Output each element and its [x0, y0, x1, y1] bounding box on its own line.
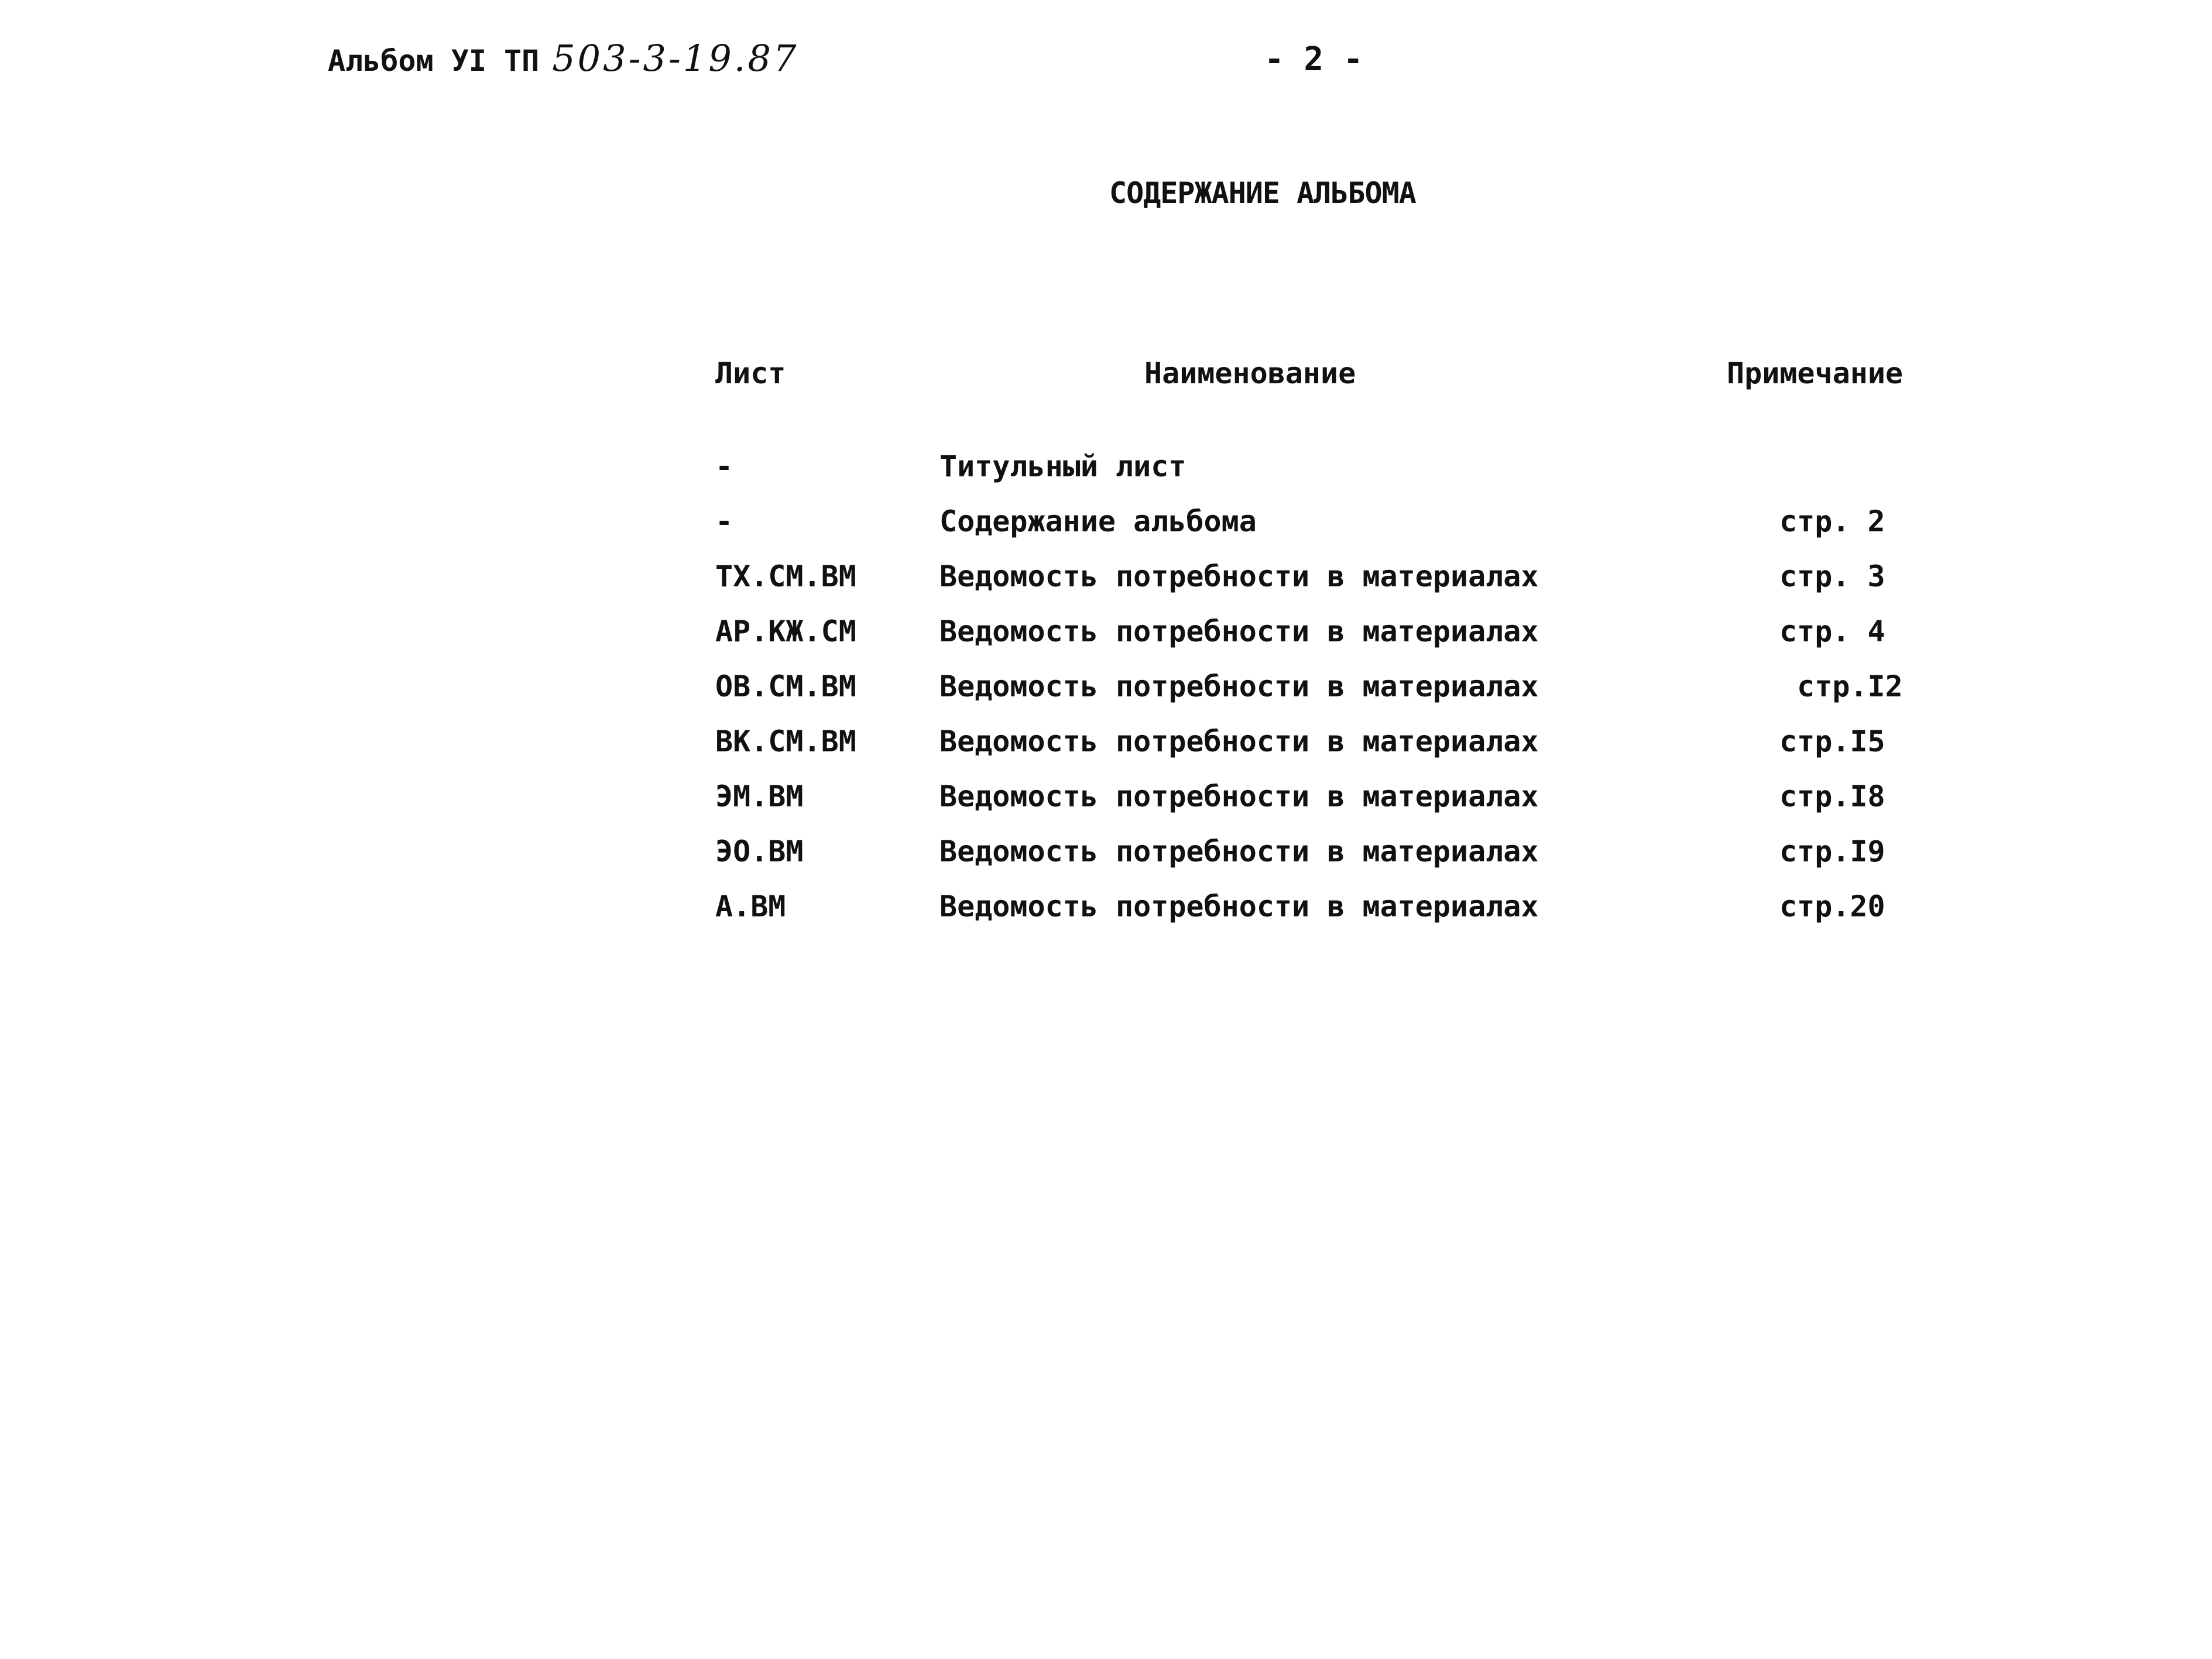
row-sheet: ОВ.СМ.ВМ [715, 669, 856, 703]
row-sheet: ТХ.СМ.ВМ [715, 559, 856, 593]
page-title: СОДЕРЖАНИЕ АЛЬБОМА [1109, 176, 1416, 210]
album-header [328, 35, 798, 84]
column-header-note: Примечание [1727, 356, 1904, 390]
row-note: стр.I9 [1779, 834, 1885, 868]
row-note: стр. 2 [1779, 504, 1885, 538]
column-header-sheet: Лист [715, 356, 786, 390]
row-name: Ведомость потребности в материалах [939, 834, 1539, 868]
row-name: Ведомость потребности в материалах [939, 669, 1539, 703]
table-row [0, 446, 2212, 501]
row-name: Ведомость потребности в материалах [939, 889, 1539, 923]
row-note: стр.I8 [1779, 779, 1885, 813]
table-row [0, 721, 2212, 776]
table-row [0, 556, 2212, 611]
table-row [0, 776, 2212, 831]
row-name: Ведомость потребности в материалах [939, 559, 1539, 593]
row-note: стр. 4 [1779, 614, 1885, 648]
row-sheet: ВК.СМ.ВМ [715, 724, 856, 758]
column-header-name: Наименование [1144, 356, 1356, 390]
table-row [0, 611, 2212, 666]
row-sheet: - [715, 504, 733, 538]
album-label: Альбом УI ТП [328, 44, 540, 78]
project-code-handwritten: 503-3-19.87 [552, 37, 799, 80]
row-name: Ведомость потребности в материалах [939, 724, 1539, 758]
contents-table [0, 446, 2212, 941]
row-note: стр.I2 [1779, 669, 1903, 703]
row-name: Титульный лист [939, 449, 1186, 483]
row-note: стр. 3 [1779, 559, 1885, 593]
row-name: Ведомость потребности в материалах [939, 779, 1539, 813]
row-name: Ведомость потребности в материалах [939, 614, 1539, 648]
row-sheet: А.ВМ [715, 889, 786, 923]
row-sheet: АР.КЖ.СМ [715, 614, 856, 648]
row-note: стр.I5 [1779, 724, 1885, 758]
page-number: - 2 - [1264, 40, 1363, 78]
row-sheet: ЭМ.ВМ [715, 779, 804, 813]
table-row [0, 666, 2212, 721]
table-row [0, 831, 2212, 886]
row-sheet: - [715, 449, 733, 483]
table-row [0, 886, 2212, 941]
row-sheet: ЭО.ВМ [715, 834, 804, 868]
row-name: Содержание альбома [939, 504, 1257, 538]
table-row [0, 501, 2212, 556]
row-note: стр.20 [1779, 889, 1885, 923]
